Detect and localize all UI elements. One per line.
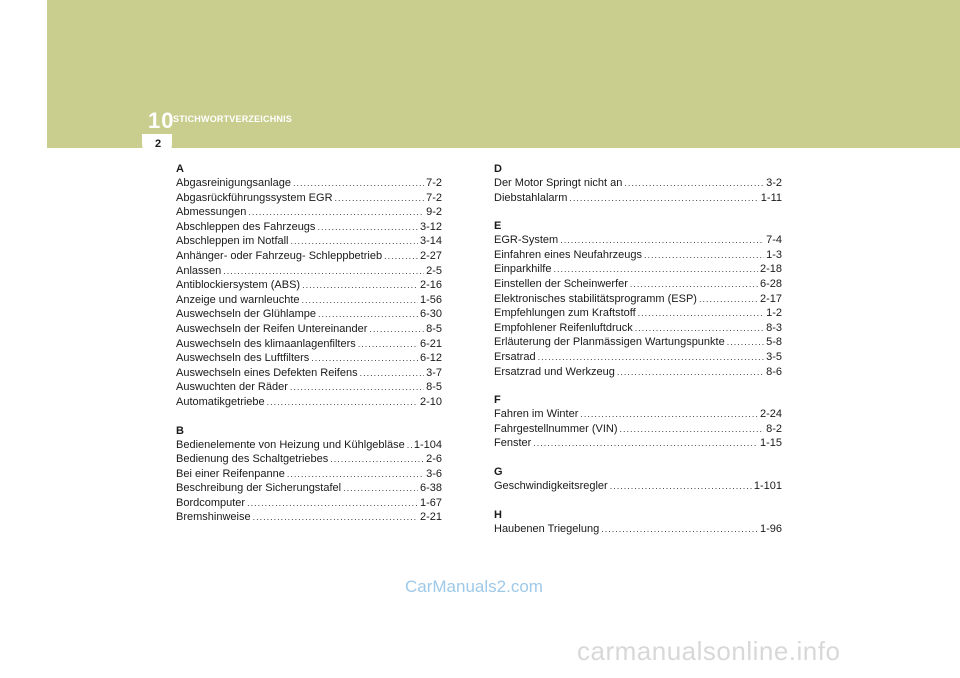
index-entry[interactable] bbox=[176, 395, 442, 410]
entry-label: Abgasreinigungsanlage bbox=[176, 177, 291, 189]
entry-page-reference: 8-2 bbox=[766, 422, 782, 435]
section-letter: F bbox=[494, 394, 501, 407]
index-section-h bbox=[494, 508, 782, 537]
entry-label: Empfehlungen zum Kraftstoff bbox=[494, 307, 636, 320]
entry-label: Erläuterung der Planmässigen Wartungspunkte bbox=[494, 336, 725, 349]
dot-leader bbox=[538, 350, 765, 365]
index-entry[interactable] bbox=[494, 292, 782, 307]
entry-label: Fahrgestellnummer (VIN) bbox=[494, 422, 618, 435]
dot-leader bbox=[630, 277, 758, 292]
entry-page-reference: 6-38 bbox=[419, 482, 442, 495]
index-entry[interactable] bbox=[176, 293, 442, 308]
entry-label: Abmessungen bbox=[176, 206, 247, 219]
entry-page-reference: 1-101 bbox=[753, 479, 782, 492]
entry-label: Abschleppen des Fahrzeugs bbox=[176, 220, 316, 233]
entry-page-reference: 6-21 bbox=[419, 337, 442, 350]
entry-label: Auswechseln des Luftfilters bbox=[176, 352, 310, 365]
entry-page-reference: 9-2 bbox=[426, 206, 442, 219]
entry-page-reference: 3-12 bbox=[419, 220, 442, 233]
entry-label: Antiblockiersystem (ABS) bbox=[176, 279, 301, 292]
entry-page-reference: 1-56 bbox=[419, 293, 442, 306]
entry-page-reference: 8-6 bbox=[766, 365, 782, 378]
entry-label: Anhänger- oder Fahrzeug- Schleppbetrieb bbox=[176, 249, 383, 262]
dot-leader bbox=[533, 436, 758, 451]
entry-page-reference: 2-10 bbox=[419, 395, 442, 408]
index-entry[interactable] bbox=[176, 264, 442, 279]
entry-page-reference: 7-2 bbox=[426, 191, 442, 204]
index-entry[interactable] bbox=[176, 220, 442, 235]
dot-leader bbox=[267, 395, 418, 410]
entry-page-reference: 2-5 bbox=[426, 264, 442, 277]
index-entry[interactable] bbox=[176, 337, 442, 352]
entry-label: Auswechseln der Glühlampe bbox=[176, 308, 317, 321]
footer-watermark[interactable]: carmanualsonline.info bbox=[577, 636, 841, 666]
entry-page-reference: 6-12 bbox=[419, 352, 442, 365]
index-column-left bbox=[176, 162, 442, 539]
entry-page-reference: 1-3 bbox=[766, 248, 782, 261]
index-entry[interactable] bbox=[494, 479, 782, 494]
dot-leader bbox=[302, 293, 418, 308]
entry-label: Einfahren eines Neufahrzeugs bbox=[494, 248, 642, 261]
dot-leader bbox=[293, 176, 424, 191]
index-section-d bbox=[494, 162, 782, 205]
entry-page-reference: 8-5 bbox=[426, 322, 442, 335]
entry-label: Der Motor Springt nicht an bbox=[494, 177, 623, 189]
entry-label: Bremshinweise bbox=[176, 511, 251, 524]
entry-label: Auswechseln eines Defekten Reifens bbox=[176, 366, 358, 379]
dot-leader bbox=[343, 481, 418, 496]
chapter-title: STICHWORTVERZEICHNIS bbox=[173, 114, 293, 124]
entry-label: Elektronisches stabilitätsprogramm (ESP) bbox=[494, 292, 697, 305]
dot-leader bbox=[580, 407, 758, 422]
index-entry[interactable] bbox=[176, 322, 442, 337]
index-entry[interactable] bbox=[494, 262, 782, 277]
entry-label: Haubenen Triegelung bbox=[494, 522, 600, 535]
index-column-right bbox=[494, 162, 782, 550]
entry-page-reference: 1-11 bbox=[760, 191, 782, 204]
dot-leader bbox=[560, 233, 764, 248]
entry-page-reference: 1-104 bbox=[413, 438, 442, 451]
index-entry[interactable] bbox=[494, 277, 782, 292]
entry-label: EGR-System bbox=[494, 234, 559, 247]
dot-leader bbox=[248, 205, 424, 220]
dot-leader bbox=[369, 322, 424, 337]
entry-page-reference: 1-67 bbox=[419, 496, 442, 509]
dot-leader bbox=[302, 278, 418, 293]
entry-page-reference: 3-6 bbox=[426, 467, 442, 480]
entry-page-reference: 7-4 bbox=[766, 234, 782, 247]
index-entry[interactable] bbox=[494, 365, 782, 380]
index-entry[interactable] bbox=[494, 335, 782, 350]
index-entry[interactable] bbox=[176, 249, 442, 264]
entry-page-reference: 2-16 bbox=[419, 279, 442, 292]
dot-leader bbox=[360, 366, 424, 381]
section-letter: B bbox=[176, 424, 184, 437]
section-letter: A bbox=[176, 163, 184, 175]
dot-leader bbox=[330, 452, 424, 467]
dot-leader bbox=[635, 321, 764, 336]
entry-page-reference: 1-15 bbox=[759, 437, 782, 450]
index-entry[interactable] bbox=[176, 496, 442, 511]
entry-page-reference: 1-96 bbox=[759, 522, 782, 535]
dot-leader bbox=[358, 337, 418, 352]
index-entry[interactable] bbox=[176, 481, 442, 496]
entry-page-reference: 1-2 bbox=[766, 307, 782, 320]
entry-page-reference: 3-5 bbox=[766, 350, 782, 363]
entry-label: Ersatzrad und Werkzeug bbox=[494, 365, 615, 378]
entry-label: Diebstahlalarm bbox=[494, 191, 568, 204]
header-band bbox=[47, 0, 960, 148]
section-letter: G bbox=[494, 465, 503, 478]
entry-page-reference: 3-14 bbox=[419, 235, 442, 248]
dot-leader bbox=[644, 248, 764, 263]
dot-leader bbox=[553, 262, 757, 277]
dot-leader bbox=[253, 510, 418, 525]
index-entry[interactable] bbox=[176, 205, 442, 220]
dot-leader bbox=[291, 234, 418, 249]
dot-leader bbox=[247, 496, 418, 511]
entry-page-reference: 2-27 bbox=[419, 249, 442, 262]
entry-page-reference: 2-17 bbox=[759, 292, 782, 305]
dot-leader bbox=[318, 307, 418, 322]
dot-leader bbox=[335, 191, 425, 206]
dot-leader bbox=[569, 191, 758, 206]
index-entry[interactable] bbox=[176, 510, 442, 525]
entry-page-reference: 6-28 bbox=[759, 277, 782, 290]
index-entry[interactable] bbox=[494, 522, 782, 537]
index-entry[interactable] bbox=[494, 233, 782, 248]
index-entry[interactable] bbox=[494, 436, 782, 451]
entry-label: Anzeige und warnleuchte bbox=[176, 293, 300, 306]
index-entry[interactable] bbox=[176, 307, 442, 322]
dot-leader bbox=[638, 306, 764, 321]
dot-leader bbox=[384, 249, 418, 264]
section-letter: E bbox=[494, 220, 502, 233]
index-entry[interactable] bbox=[176, 351, 442, 366]
entry-label: Abschleppen im Notfall bbox=[176, 235, 289, 248]
entry-page-reference: 3-7 bbox=[426, 366, 442, 379]
index-entry[interactable] bbox=[176, 278, 442, 293]
index-section-b bbox=[176, 424, 442, 526]
entry-label: Automatikgetriebe bbox=[176, 395, 265, 408]
entry-label: Einparkhilfe bbox=[494, 263, 552, 276]
entry-label: Einstellen der Scheinwerfer bbox=[494, 277, 628, 290]
index-section-g bbox=[494, 465, 782, 494]
dot-leader bbox=[223, 264, 424, 279]
entry-label: Empfohlener Reifenluftdruck bbox=[494, 321, 633, 334]
entry-label: Auswechseln des klimaanlagenfilters bbox=[176, 337, 356, 350]
dot-leader bbox=[727, 335, 764, 350]
dot-leader bbox=[624, 176, 764, 191]
dot-leader bbox=[407, 438, 412, 453]
index-entry[interactable] bbox=[176, 467, 442, 482]
dot-leader bbox=[311, 351, 418, 366]
index-entry[interactable] bbox=[494, 306, 782, 321]
entry-page-reference: 2-24 bbox=[759, 408, 782, 421]
entry-label: Beschreibung der Sicherungstafel bbox=[176, 482, 342, 495]
dot-leader bbox=[617, 365, 764, 380]
index-entry[interactable] bbox=[176, 176, 442, 191]
index-entry[interactable] bbox=[494, 191, 782, 206]
index-entry[interactable] bbox=[494, 407, 782, 422]
entry-page-reference: 8-3 bbox=[766, 321, 782, 334]
entry-page-reference: 3-2 bbox=[766, 177, 782, 189]
index-section-e bbox=[494, 219, 782, 379]
page-number: 2 bbox=[155, 138, 162, 150]
dot-leader bbox=[610, 479, 752, 494]
entry-page-reference: 2-21 bbox=[419, 511, 442, 524]
entry-page-reference: 5-8 bbox=[766, 336, 782, 349]
index-section-a bbox=[176, 162, 442, 410]
index-entry[interactable] bbox=[176, 380, 442, 395]
carmanuals-watermark[interactable]: CarManuals2.com bbox=[405, 577, 543, 596]
index-entry[interactable] bbox=[176, 452, 442, 467]
entry-page-reference: 8-5 bbox=[426, 381, 442, 394]
entry-label: Geschwindigkeitsregler bbox=[494, 479, 608, 492]
dot-leader bbox=[287, 467, 424, 482]
entry-page-reference: 7-2 bbox=[426, 177, 442, 189]
entry-page-reference: 2-6 bbox=[426, 453, 442, 466]
section-letter: H bbox=[494, 508, 502, 521]
entry-label: Abgasrückführungssystem EGR bbox=[176, 191, 333, 204]
index-section-f bbox=[494, 393, 782, 451]
entry-label: Bedienelemente von Heizung und Kühlgebläse bbox=[176, 438, 405, 451]
dot-leader bbox=[290, 380, 424, 395]
entry-label: Auswechseln der Reifen Untereinander bbox=[176, 322, 368, 335]
entry-label: Bordcomputer bbox=[176, 496, 246, 509]
entry-label: Anlassen bbox=[176, 264, 222, 277]
index-entry[interactable] bbox=[176, 438, 442, 453]
header-corner-curve bbox=[0, 0, 150, 160]
index-entry[interactable] bbox=[494, 248, 782, 263]
dot-leader bbox=[601, 522, 758, 537]
entry-label: Fahren im Winter bbox=[494, 408, 579, 421]
entry-page-reference: 2-18 bbox=[759, 263, 782, 276]
index-entry[interactable] bbox=[494, 350, 782, 365]
index-entry[interactable] bbox=[176, 191, 442, 206]
index-entry[interactable] bbox=[176, 366, 442, 381]
chapter-number: 10 bbox=[148, 108, 175, 133]
entry-label: Bedienung des Schaltgetriebes bbox=[176, 453, 329, 466]
entry-label: Ersatrad bbox=[494, 350, 536, 363]
dot-leader bbox=[317, 220, 418, 235]
section-letter: D bbox=[494, 163, 502, 175]
index-entry[interactable] bbox=[176, 234, 442, 249]
index-entry[interactable] bbox=[494, 321, 782, 336]
index-entry[interactable] bbox=[494, 422, 782, 437]
entry-label: Bei einer Reifenpanne bbox=[176, 467, 285, 480]
entry-page-reference: 6-30 bbox=[419, 308, 442, 321]
entry-label: Auswuchten der Räder bbox=[176, 381, 288, 394]
dot-leader bbox=[699, 292, 758, 307]
index-entry[interactable] bbox=[494, 176, 782, 191]
dot-leader bbox=[619, 422, 764, 437]
entry-label: Fenster bbox=[494, 437, 532, 450]
